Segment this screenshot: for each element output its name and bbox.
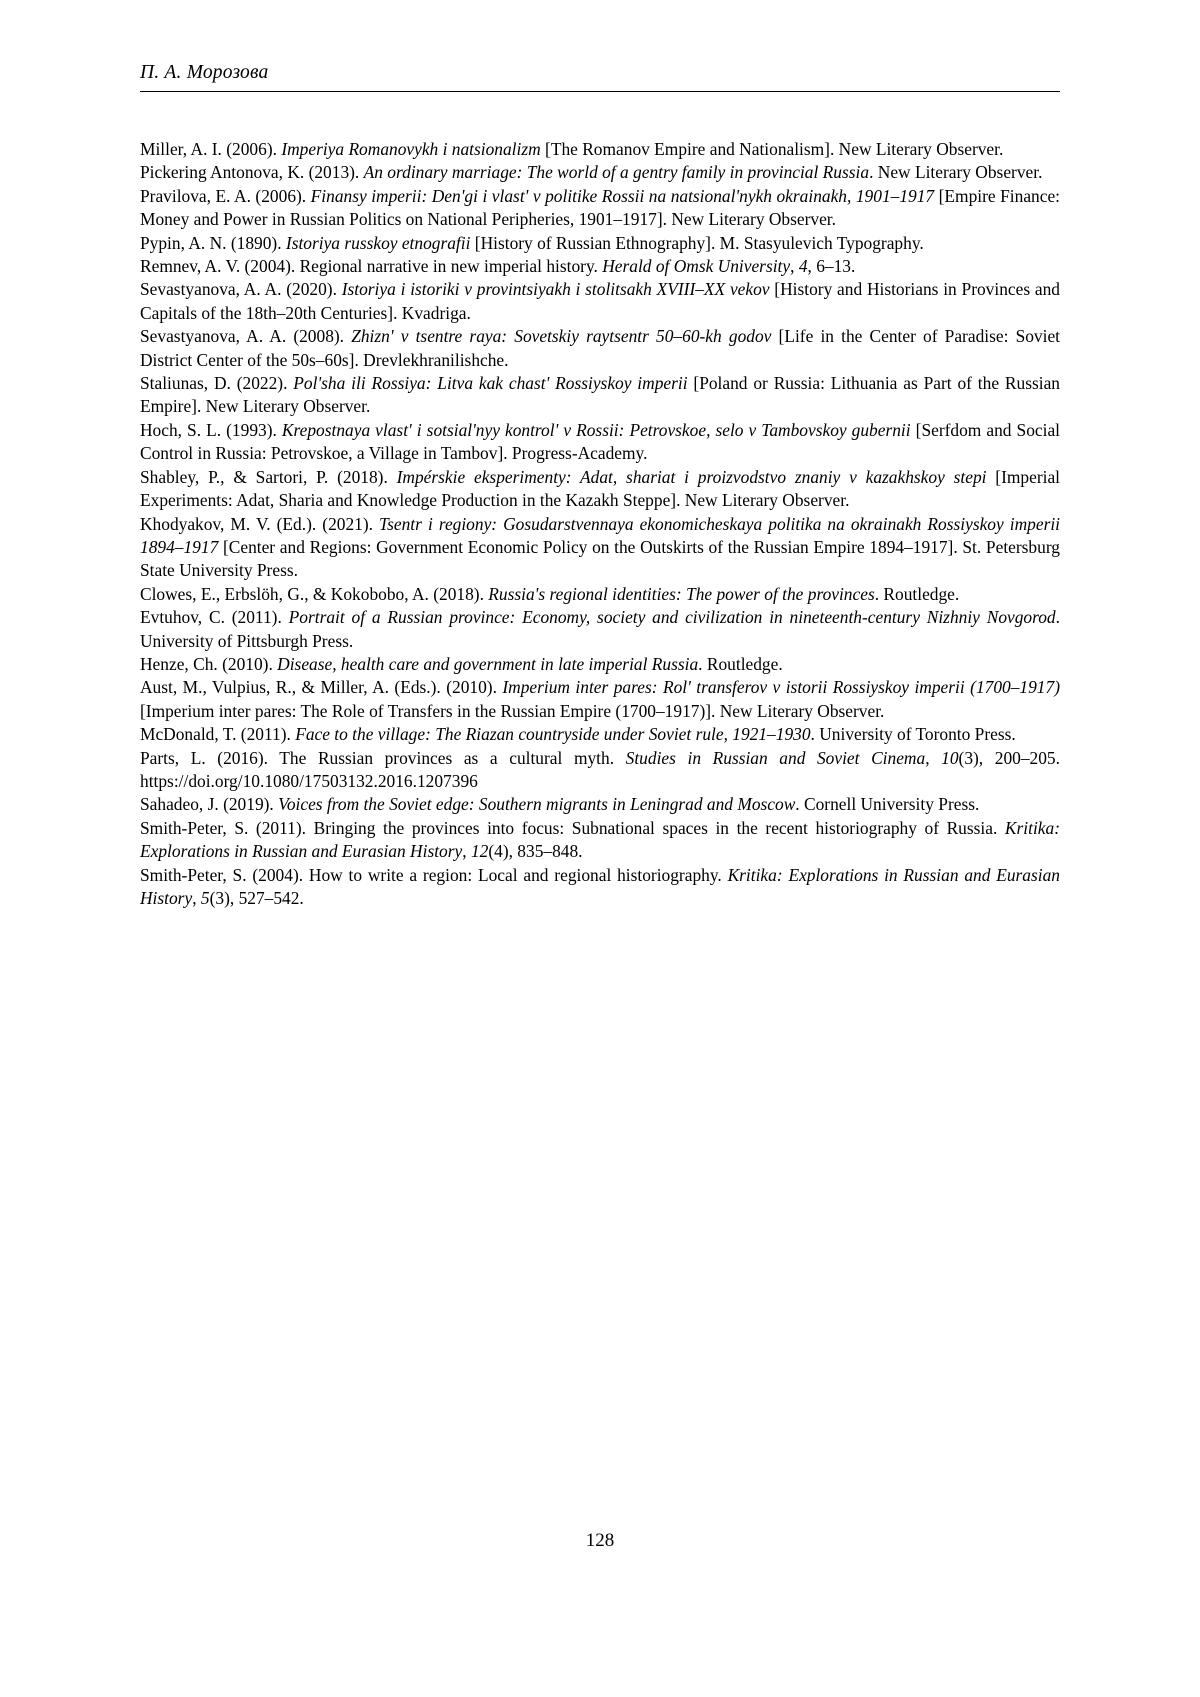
reference-list — [140, 138, 1060, 910]
reference-text: [Life in the Center of Paradise: Soviet District Center of the 50s–60s]. Drevlekhranilishche. — [140, 326, 1061, 370]
reference-title-italic: Face to the village: The Riazan countryside under Soviet rule, 1921–1930 — [295, 724, 811, 745]
reference-entry — [140, 606, 1060, 653]
reference-text: , — [925, 747, 942, 768]
reference-text: Staliunas, D. (2022). — [140, 373, 294, 394]
reference-text: Remnev, A. V. (2004). Regional narrative in new imperial history. — [140, 256, 603, 277]
reference-title-italic: 12 — [470, 841, 489, 862]
reference-entry — [140, 466, 1060, 513]
reference-text: [History of Russian Ethnography]. M. Stasyulevich Typography. — [470, 232, 924, 253]
reference-entry — [140, 653, 1060, 676]
reference-text: , — [192, 888, 201, 908]
header-rule — [140, 91, 1060, 92]
reference-entry — [140, 138, 1060, 161]
reference-title-italic: Istoriya russkoy etnografii — [285, 232, 471, 253]
reference-text: Sevastyanova, A. A. (2020). — [140, 279, 342, 300]
reference-text: McDonald, T. (2011). — [140, 724, 296, 745]
reference-entry — [140, 817, 1060, 864]
reference-text: . Cornell University Press. — [795, 794, 980, 815]
reference-entry — [140, 232, 1060, 255]
reference-text: [History and Historians in Provinces and Capitals of the 18th–20th Centuries]. Kvadriga. — [140, 279, 1061, 323]
reference-entry — [140, 747, 1060, 794]
reference-text: Shabley, P., & Sartori, P. (2018). — [140, 466, 397, 487]
reference-title-italic: Pol'sha ili Rossiya: Litva kak chast' Rossiyskoy imperii — [293, 373, 688, 394]
reference-text: Pravilova, E. A. (2006). — [140, 185, 311, 206]
reference-text: [Center and Regions: Government Economic Policy on the Outskirts of the Russian Empire 1894–1917]. St. Petersburg State University Press. — [140, 536, 1060, 581]
reference-text: Sevastyanova, A. A. (2008). — [140, 326, 352, 347]
reference-title-italic: Finansy imperii: Den'gi i vlast' v politike Rossii na natsional'nykh okrainakh, 1901–1917 — [310, 185, 935, 206]
reference-title-italic: Krepostnaya vlast' i sotsial'nyy kontrol' v Rossii: Petrovskoe, selo v Tambovskoy gubernii — [281, 419, 911, 440]
reference-title-italic: Studies in Russian and Soviet Cinema — [625, 747, 926, 768]
reference-title-italic: 4 — [798, 256, 808, 277]
reference-text: [Serfdom and Social Control in Russia: Petrovskoe, a Village in Tambov]. Progress-Academy. — [140, 419, 1061, 464]
reference-title-italic: Zhizn' v tsentre raya: Sovetskiy raytsentr 50–60-kh godov — [351, 326, 772, 347]
reference-entry — [140, 255, 1060, 278]
reference-entry — [140, 419, 1060, 466]
reference-title-italic: 5 — [200, 888, 210, 908]
reference-title-italic: Istoriya i istoriki v provintsiyakh i stolitsakh XVIII–XX vekov — [341, 279, 770, 300]
reference-title-italic: An ordinary marriage: The world of a gentry family in provincial Russia — [363, 162, 870, 183]
reference-text: . University of Toronto Press. — [810, 724, 1016, 745]
reference-text: , — [790, 256, 799, 277]
reference-title-italic: Voices from the Soviet edge: Southern migrants in Leningrad and Moscow — [278, 794, 796, 815]
reference-text: (3), 527–542. — [209, 888, 304, 908]
reference-text: Pypin, A. N. (1890). — [140, 232, 286, 253]
reference-text: Hoch, S. L. (1993). — [140, 419, 282, 440]
reference-text: . New Literary Observer. — [869, 162, 1043, 183]
reference-title-italic: Tsentr i regiony: Gosudarstvennaya ekonomicheskaya politika na okrainakh Rossiyskoy imperii 1894–1917 — [140, 513, 1061, 557]
reference-text: Henze, Ch. (2010). — [140, 653, 278, 674]
reference-entry — [140, 513, 1060, 583]
reference-entry — [140, 185, 1060, 232]
reference-title-italic: Impérskie eksperimenty: Adat, shariat i proizvodstvo znaniy v kazakhskoy stepi — [396, 466, 987, 487]
reference-text: Smith-Peter, S. (2011). Bringing the provinces into focus: Subnational spaces in the recent historiography of Russia. — [140, 817, 1005, 838]
reference-text: [The Romanov Empire and Nationalism]. New Literary Observer. — [540, 139, 1004, 159]
reference-title-italic: Portrait of a Russian province: Economy, society and civilization in nineteenth-century Nizhniy Novgorod — [288, 607, 1056, 628]
reference-entry — [140, 325, 1060, 372]
reference-text: , 6–13. — [807, 256, 856, 277]
running-head: П. А. Морозова — [140, 62, 269, 83]
reference-text: Khodyakov, M. V. (Ed.). (2021). — [140, 513, 380, 534]
reference-text: Sahadeo, J. (2019). — [140, 794, 279, 815]
reference-text: [Empire Finance: Money and Power in Russian Politics on National Peripheries, 1901–1917]. New Literary Observer. — [140, 185, 1061, 230]
page-number: 128 — [585, 1530, 615, 1551]
reference-entry — [140, 864, 1060, 911]
reference-title-italic: 10 — [941, 747, 959, 768]
reference-text: . Routledge. — [698, 653, 783, 674]
reference-entry — [140, 723, 1060, 746]
reference-text: Pickering Antonova, K. (2013). — [140, 162, 364, 183]
reference-text: Parts, L. (2016). The Russian provinces as a cultural myth. — [140, 747, 626, 768]
reference-text: Aust, M., Vulpius, R., & Miller, A. (Eds.). (2010). — [140, 677, 503, 698]
reference-text: Evtuhov, C. (2011). — [140, 607, 289, 628]
reference-text: Miller, A. I. (2006). — [140, 139, 282, 159]
reference-entry — [140, 372, 1060, 419]
reference-text: (3), 200–205. https://doi.org/10.1080/17503132.2016.1207396 — [140, 747, 1060, 791]
reference-entry — [140, 793, 1060, 816]
reference-text: [Imperial Experiments: Adat, Sharia and Knowledge Production in the Kazakh Steppe]. New Literary Observer. — [140, 466, 1061, 511]
reference-text: . Routledge. — [874, 583, 960, 604]
reference-entry — [140, 278, 1060, 325]
reference-title-italic: Kritika: Explorations in Russian and Eurasian History — [140, 817, 1060, 862]
reference-text: . University of Pittsburgh Press. — [140, 607, 1060, 651]
reference-text: , — [462, 841, 471, 862]
reference-title-italic: Imperiya Romanovykh i natsionalizm — [281, 139, 541, 159]
reference-title-italic: Kritika: Explorations in Russian and Eurasian History — [140, 864, 1060, 908]
reference-text: Clowes, E., Erbslöh, G., & Kokobobo, A. (2018). — [140, 583, 489, 604]
reference-title-italic: Imperium inter pares: Rol' transferov v istorii Rossiyskoy imperii (1700–1917) — [502, 677, 1060, 698]
reference-entry — [140, 161, 1060, 184]
reference-title-italic: Herald of Omsk University — [602, 256, 791, 277]
reference-text: (4), 835–848. — [488, 841, 583, 862]
reference-text: Smith-Peter, S. (2004). How to write a region: Local and regional historiography. — [140, 864, 728, 885]
reference-entry — [140, 583, 1060, 606]
reference-title-italic: Disease, health care and government in late imperial Russia — [277, 653, 699, 674]
reference-title-italic: Russia's regional identities: The power of the provinces — [488, 583, 875, 604]
reference-text: [Poland or Russia: Lithuania as Part of the Russian Empire]. New Literary Observer. — [140, 373, 1060, 417]
reference-entry — [140, 676, 1060, 723]
reference-text: [Imperium inter pares: The Role of Transfers in the Russian Empire (1700–1917)]. New Literary Observer. — [140, 700, 885, 721]
